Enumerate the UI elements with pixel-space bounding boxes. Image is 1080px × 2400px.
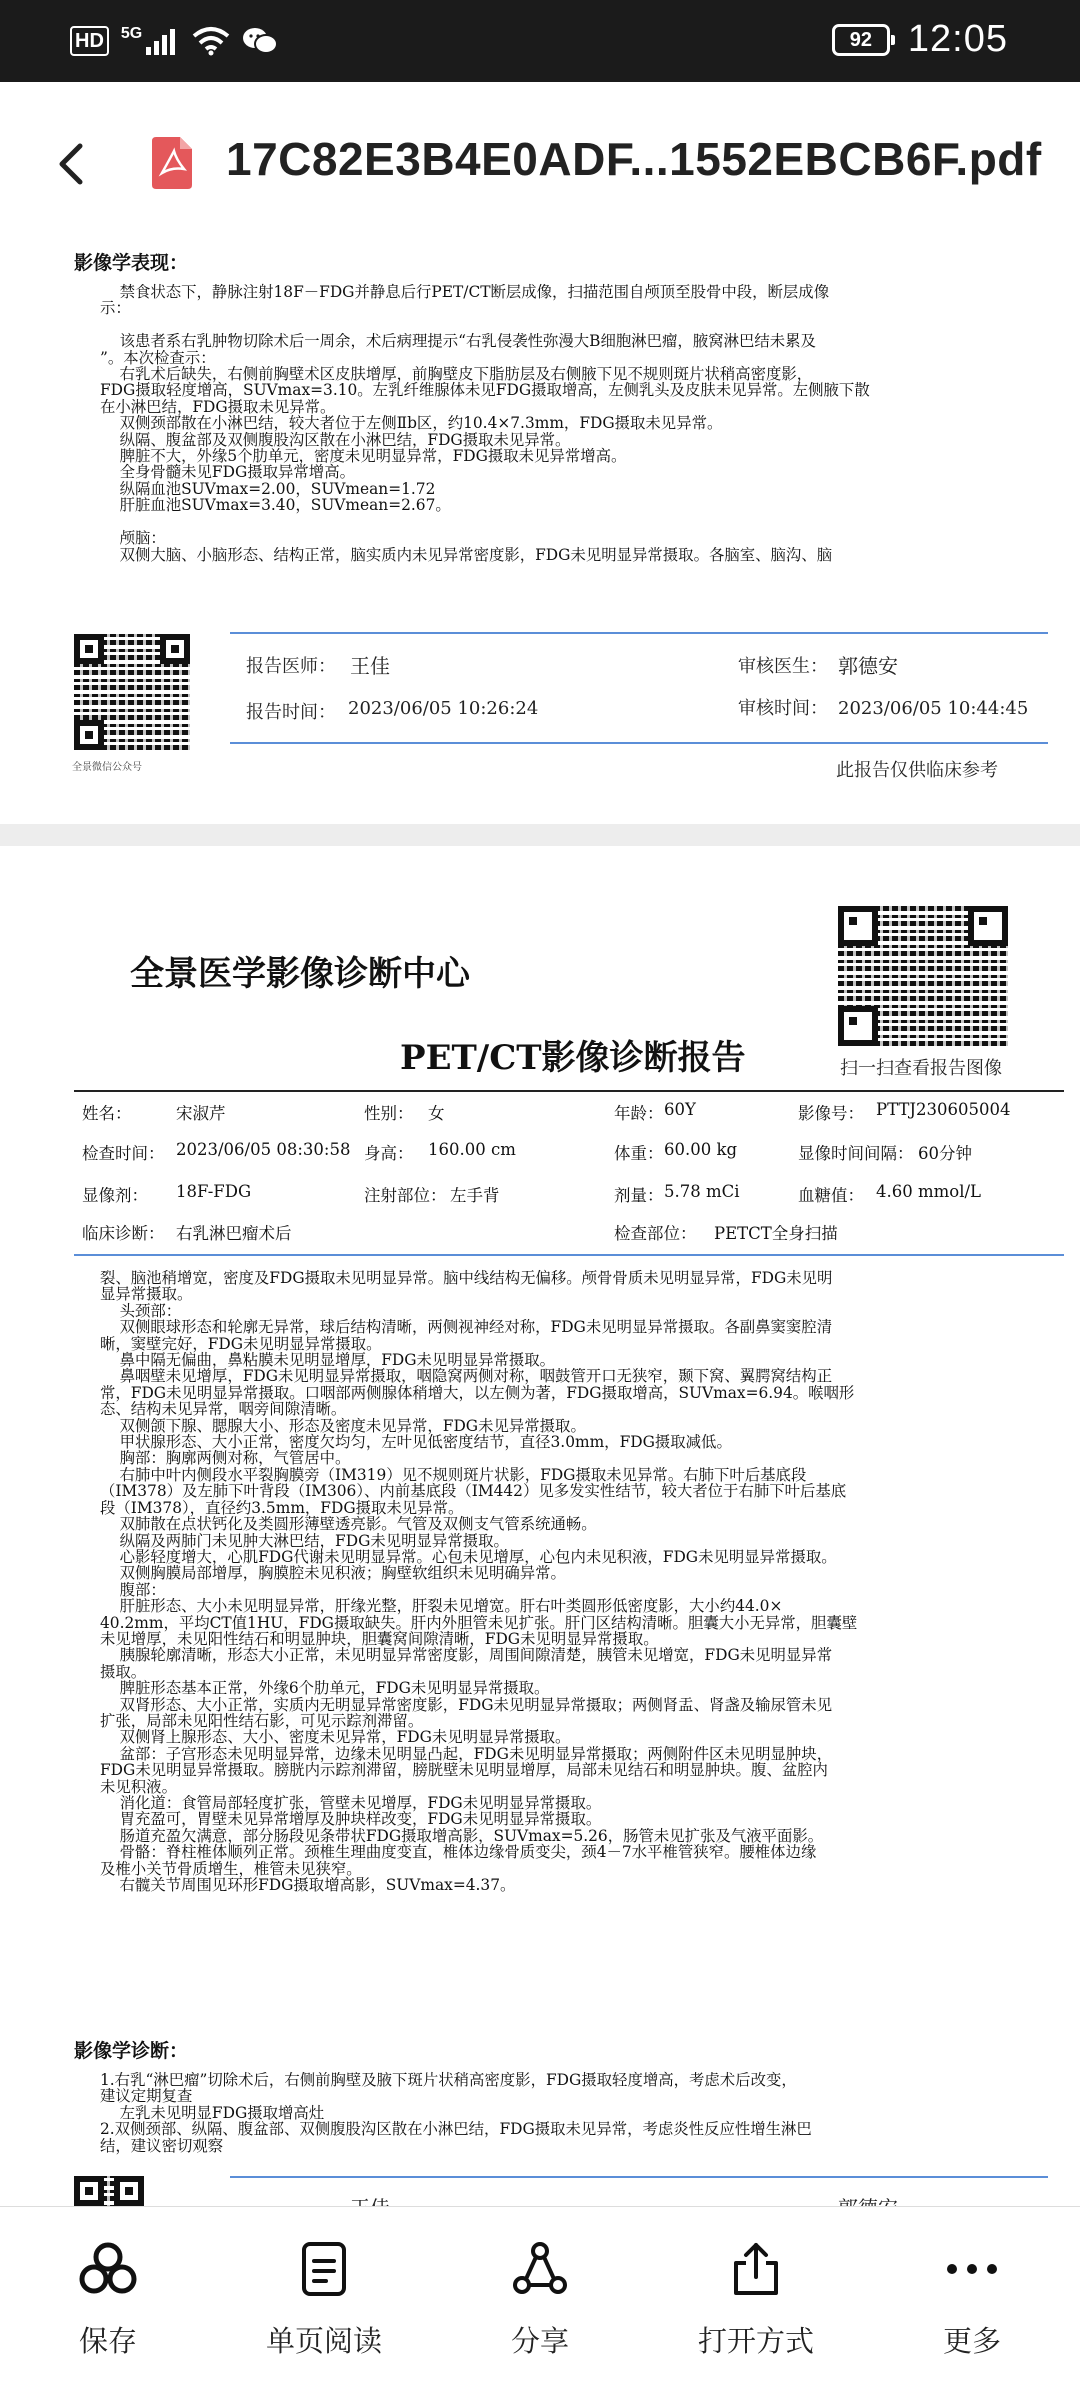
name-label: 姓名： (82, 1104, 132, 1123)
signature-bottom-line (230, 742, 1048, 744)
patient-top-line (74, 1090, 1064, 1092)
page-gap (0, 824, 1080, 846)
share-button[interactable] (460, 2241, 620, 2360)
wechat-icon (242, 26, 278, 56)
network-5g-label: 5G (120, 25, 143, 42)
back-arrow-icon[interactable] (52, 140, 92, 188)
wechat-qr-code (74, 634, 190, 750)
blood-glucose: 4.60 mmol/L (876, 1182, 982, 1201)
dose-label: 剂量： (614, 1186, 664, 1205)
save-icon (76, 2241, 140, 2297)
image-no-label: 影像号： (798, 1104, 864, 1123)
disclaimer: 此报告仅供临床参考 (836, 760, 998, 781)
review-doctor-label: 审核医生： (738, 656, 828, 677)
signal-icon (146, 27, 180, 55)
single-page-label: 单页阅读 (265, 2324, 382, 2358)
agent-label: 显像剂： (82, 1186, 148, 1205)
bottom-toolbar (0, 2206, 1080, 2400)
status-bar (0, 0, 1080, 82)
imaging-agent: 18F-FDG (176, 1182, 252, 1201)
signature-line-cut (230, 2176, 1048, 2178)
part-label: 检查部位： (614, 1224, 697, 1243)
signature-top-line (230, 632, 1048, 634)
single-page-icon (300, 2241, 348, 2297)
diagnosis-text: 1.右乳“淋巴瘤”切除术后，右侧前胸壁及腋下斑片状稍高密度影，FDG摄取轻度增高，考虑术后改变， 建议定期复查 左乳未见明显FDG摄取增高灶 2.双侧颈部、纵隔、腹盆部、双侧腹股沟区散在小淋巴结，FDG摄取未见异常，考虑炎性反应性增生淋巴 结，建议密切观察 (100, 2071, 812, 2155)
qr-caption-2: 扫一扫查看报告图像 (840, 1058, 1002, 1079)
more-icon (944, 2241, 1000, 2297)
open-with-icon (730, 2241, 782, 2297)
pdf-page-2[interactable] (0, 846, 1080, 2206)
findings-continued: 裂、脑池稍增宽，密度及FDG摄取未见明显异常。脑中线结构无偏移。颅骨骨质未见明显异常，FDG未见明 显异常摄取。 头颈部： 双侧眼球形态和轮廓无异常，球后结构清晰，两侧视神经对称，FDG未见明显异常摄取。各副鼻窦窦腔清 晰，窦壁完好，FDG未见明显异常摄取。 鼻中隔无偏曲，鼻粘膜未见明显增厚，FDG未见明显异常摄取。 鼻咽壁未见增厚，FDG未见明显异常摄取，咽隐窝两侧对称，咽鼓管开口无狭窄，颞下窝、翼腭窝结构正 常，FDG未见明显异常摄取。口咽部两侧腺体稍增大，以左侧为著，FDG摄取增高，SUVmax=6.94。喉咽形 态、结构未见异常，咽旁间隙清晰。 双侧颌下腺、腮腺大小、形态及密度未见异常，FDG未见异常摄取。 甲状腺形态、大小正常，密度欠均匀，左叶见低密度结节，直径3.0mm，FDG摄取减低。 胸部：胸廓两侧对称，气管居中。 右肺中叶内侧段水平裂胸膜旁（IM319）见不规则斑片状影，FDG摄取未见异常。右肺下叶后基底段 （IM378）及左肺下叶背段（IM306）、内前基底段（IM442）见多发实性结节，较大者位于右肺下叶后基底 段（IM378），直径约3.5mm，FDG摄取未见异常。 双肺散在点状钙化及类圆形薄壁透亮影。气管及双侧支气管系统通畅。 纵隔及两肺门未见肿大淋巴结，FDG未见明显异常摄取。 心影轻度增大，心肌FDG代谢未见明显异常。心包未见增厚，心包内未见积液，FDG未见明显异常摄取。 双侧胸膜局部增厚，胸膜腔未见积液；胸壁软组织未见明确异常。 腹部： 肝脏形态、大小未见明显异常，肝缘光整，肝裂未见增宽。肝右叶类圆形低密度影，大小约44.0× 40.2mm，平均CT值1HU，FDG摄取缺失。肝内外胆管未见扩张。肝门区结构清晰。胆囊大小无异常，胆囊壁 未见增厚，未见阳性结石和明显肿块，胆囊窝间隙清晰，FDG未见明显异常摄取。 胰腺轮廓清晰，形态大小正常，未见明显异常密度影，周围间隙清楚，胰管未见增宽，FDG未见明显异常 摄取。 脾脏形态基本正常，外缘6个肋单元，FDG未见明显异常摄取。 双肾形态、大小正常，实质内无明显异常密度影，FDG未见明显异常摄取；两侧肾盂、肾盏及输尿管未见 扩张，局部未见阳性结石影，可见示踪剂滞留。 双侧肾上腺形态、大小、密度未见异常，FDG未见明显异常摄取。 盆部：子宫形态未见明显异常，边缘未见明显凸起，FDG未见明显异常摄取；两侧附件区未见明显肿块， FDG未见明显异常摄取。膀胱内示踪剂滞留，膀胱壁未见明显增厚，局部未见结石和明显肿块。腹、盆腔内 未见积液。 消化道：食管局部轻度扩张，管壁未见增厚，FDG未见明显异常摄取。 胃充盈可，胃壁未见异常增厚及肿块样改变，FDG未见明显异常摄取。 肠道充盈欠满意，部分肠段见条带状FDG摄取增高影，SUVmax=5.26，肠管未见扩张及气液平面影。 骨骼：脊柱椎体顺列正常。颈椎生理曲度变直，椎体边缘骨质变尖，颈4－7水平椎管狭窄。腰椎体边缘 及椎小关节骨质增生，椎管未见狭窄。 右髋关节周围见环形FDG摄取增高影，SUVmax=4.37。 (100, 1269, 858, 1895)
save-label: 保存 (78, 2324, 137, 2358)
imaging-interval: 60分钟 (918, 1144, 972, 1163)
weight-label: 体重： (614, 1144, 664, 1163)
report-qr-code[interactable] (838, 906, 1008, 1046)
qr-caption: 全景微信公众号 (72, 762, 142, 773)
patient-name: 宋淑芹 (176, 1104, 226, 1123)
diagnosis-label: 临床诊断： (82, 1224, 165, 1243)
title-bar (0, 82, 1080, 242)
height-label: 身高： (364, 1144, 414, 1163)
exam-time: 2023/06/05 08:30:58 (176, 1140, 351, 1159)
findings-heading: 影像学表现： (74, 252, 189, 274)
report-doctor: 王佳 (350, 654, 390, 678)
report-title: PET/CT影像诊断报告 (400, 1038, 746, 1078)
battery-indicator: 92 (832, 24, 890, 56)
sex-label: 性别： (364, 1104, 414, 1123)
review-doctor: 郭德安 (838, 654, 898, 678)
diagnosis-heading: 影像学诊断： (74, 2040, 189, 2062)
age-label: 年龄： (614, 1104, 664, 1123)
report-time: 2023/06/05 10:26:24 (348, 698, 539, 719)
exam-part: PETCT全身扫描 (714, 1224, 838, 1243)
more-button[interactable] (892, 2241, 1052, 2360)
open-with-label: 打开方式 (697, 2324, 814, 2358)
wifi-icon (192, 26, 230, 56)
status-time: 12:05 (907, 18, 1008, 60)
file-name: 17C82E3B4E0ADF...1552EBCB6F.pdf (226, 133, 1042, 185)
site-label: 注射部位： (364, 1186, 447, 1205)
image-no: PTTJ230605004 (876, 1100, 1011, 1119)
exam-time-label: 检查时间： (82, 1144, 165, 1163)
clinical-diagnosis: 右乳淋巴瘤术后 (176, 1224, 292, 1243)
hd-indicator: HD (70, 26, 109, 56)
pdf-page-1[interactable] (0, 242, 1080, 824)
share-label: 分享 (510, 2324, 569, 2358)
glucose-label: 血糖值： (798, 1186, 864, 1205)
findings-text: 禁食状态下，静脉注射18F－FDG并静息后行PET/CT断层成像，扫描范围自颅顶至股骨中段，断层成像 示： 该患者系右乳肿物切除术后一周余，术后病理提示“右乳侵袭性弥漫大B细胞淋巴瘤，腋窝淋巴结未累及 ”。本次检查示： 右乳术后缺失，右侧前胸壁术区皮肤增厚，前胸壁皮下脂肪层及右侧腋下见不规则斑片状稍高密度影， FDG摄取轻度增高，SUVmax=3.10。左乳纤维腺体未见FDG摄取增高，左侧乳头及皮肤未见异常。左侧腋下散 在小淋巴结，FDG摄取未见异常。 双侧颈部散在小淋巴结，较大者位于左侧Ⅱb区，约10.4×7.3mm，FDG摄取未见异常。 纵隔、腹盆部及双侧腹股沟区散在小淋巴结，FDG摄取未见异常。 脾脏不大，外缘5个肋单元，密度未见明显异常，FDG摄取未见异常增高。 全身骨髓未见FDG摄取异常增高。 纵隔血池SUVmax=2.00，SUVmean=1.72 肝脏血池SUVmax=3.40，SUVmean=2.67。 颅脑： 双侧大脑、小脑形态、结构正常，脑实质内未见异常密度影，FDG未见明显异常摄取。各脑室、脑沟、脑 (100, 283, 870, 564)
single-page-button[interactable] (244, 2241, 404, 2360)
patient-sex: 女 (428, 1104, 445, 1123)
patient-height: 160.00 cm (428, 1140, 516, 1159)
patient-weight: 60.00 kg (664, 1140, 738, 1159)
report-time-label: 报告时间： (246, 702, 336, 723)
patient-bottom-line (74, 1254, 1064, 1256)
share-icon (512, 2241, 568, 2297)
save-button[interactable] (28, 2241, 188, 2360)
center-name: 全景医学影像诊断中心 (130, 954, 470, 994)
interval-label: 显像时间间隔： (798, 1144, 914, 1163)
patient-age: 60Y (664, 1100, 696, 1119)
dose: 5.78 mCi (664, 1182, 740, 1201)
injection-site: 左手背 (450, 1186, 500, 1205)
review-time: 2023/06/05 10:44:45 (838, 698, 1029, 719)
report-doctor-label: 报告医师： (246, 656, 336, 677)
review-time-label: 审核时间： (738, 698, 828, 719)
pdf-file-icon (150, 137, 194, 189)
more-label: 更多 (942, 2324, 1001, 2358)
open-with-button[interactable] (676, 2241, 836, 2360)
